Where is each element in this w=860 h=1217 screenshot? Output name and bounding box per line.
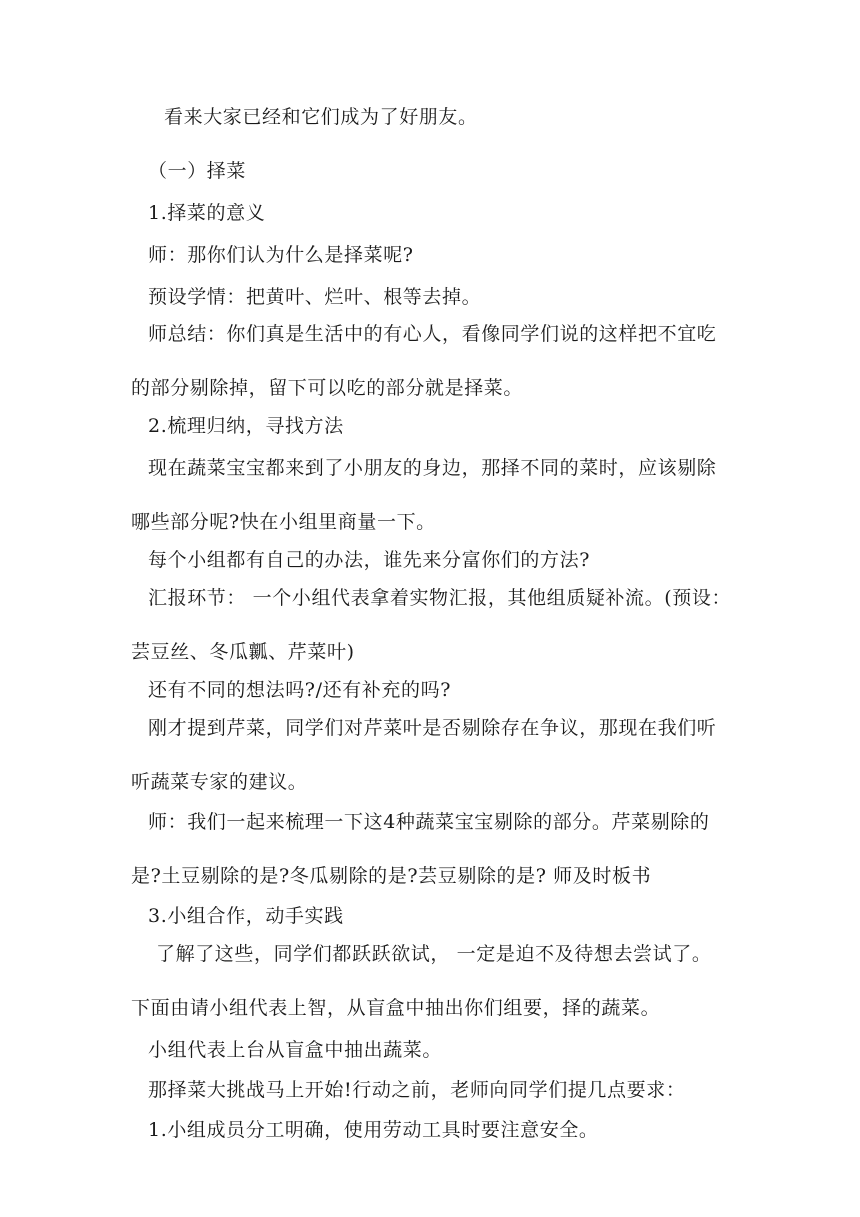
- paragraph-line: 的部分剔除掉，留下可以吃的部分就是择菜。: [131, 377, 524, 399]
- paragraph-line: 是?土豆剔除的是?冬瓜剔除的是?芸豆剔除的是? 师及时板书: [131, 865, 652, 887]
- paragraph-line: 预设学情：把黄叶、烂叶、根等去掉。: [148, 286, 482, 308]
- subsection-heading: 3.小组合作，动手实践: [148, 905, 344, 927]
- subsection-heading: 1.择菜的意义: [148, 202, 266, 224]
- paragraph-line: 小组代表上台从盲盒中抽出蔬菜。: [148, 1039, 443, 1061]
- paragraph-line: 刚才提到芹菜，同学们对芹菜叶是否剔除存在争议，那现在我们听: [148, 717, 717, 739]
- paragraph-line: 汇报环节： 一个小组代表拿着实物汇报，其他组质疑补流。(预设：: [148, 587, 732, 609]
- numbered-item: 1.小组成员分工明确，使用劳动工具时要注意安全。: [148, 1119, 599, 1141]
- paragraph-line: 芸豆丝、冬瓜瓤、芹菜叶): [131, 641, 355, 663]
- paragraph-line: 下面由请小组代表上智，从盲盒中抽出你们组要，择的蔬菜。: [131, 997, 661, 1019]
- paragraph-line: 师：我们一起来梳理一下这4种蔬菜宝宝剔除的部分。芹菜剔除的: [148, 811, 710, 833]
- subsection-heading: 2.梳理归纳，寻找方法: [148, 415, 344, 437]
- paragraph-line: 那择菜大挑战马上开始!行动之前，老师向同学们提几点要求：: [148, 1079, 686, 1101]
- section-heading: （一）择菜: [148, 160, 247, 182]
- paragraph-line: 看来大家已经和它们成为了好朋友。: [164, 106, 478, 128]
- paragraph-line: 哪些部分呢?快在小组里商量一下。: [131, 511, 436, 533]
- paragraph-line: 还有不同的想法吗?/还有补充的吗?: [148, 679, 451, 701]
- paragraph-line: 师：那你们认为什么是择菜呢?: [148, 244, 414, 266]
- paragraph-line: 现在蔬菜宝宝都来到了小朋友的身边，那择不同的菜时，应该剔除: [148, 457, 717, 479]
- paragraph-line: 师总结：你们真是生活中的有心人，看像同学们说的这样把不宜吃: [148, 323, 717, 345]
- paragraph-line: 了解了这些，同学们都跃跃欲试， 一定是迫不及待想去尝试了。: [156, 943, 712, 965]
- paragraph-line: 每个小组都有自己的办法，谁先来分富你们的方法?: [148, 549, 590, 571]
- paragraph-line: 听蔬菜专家的建议。: [131, 771, 308, 793]
